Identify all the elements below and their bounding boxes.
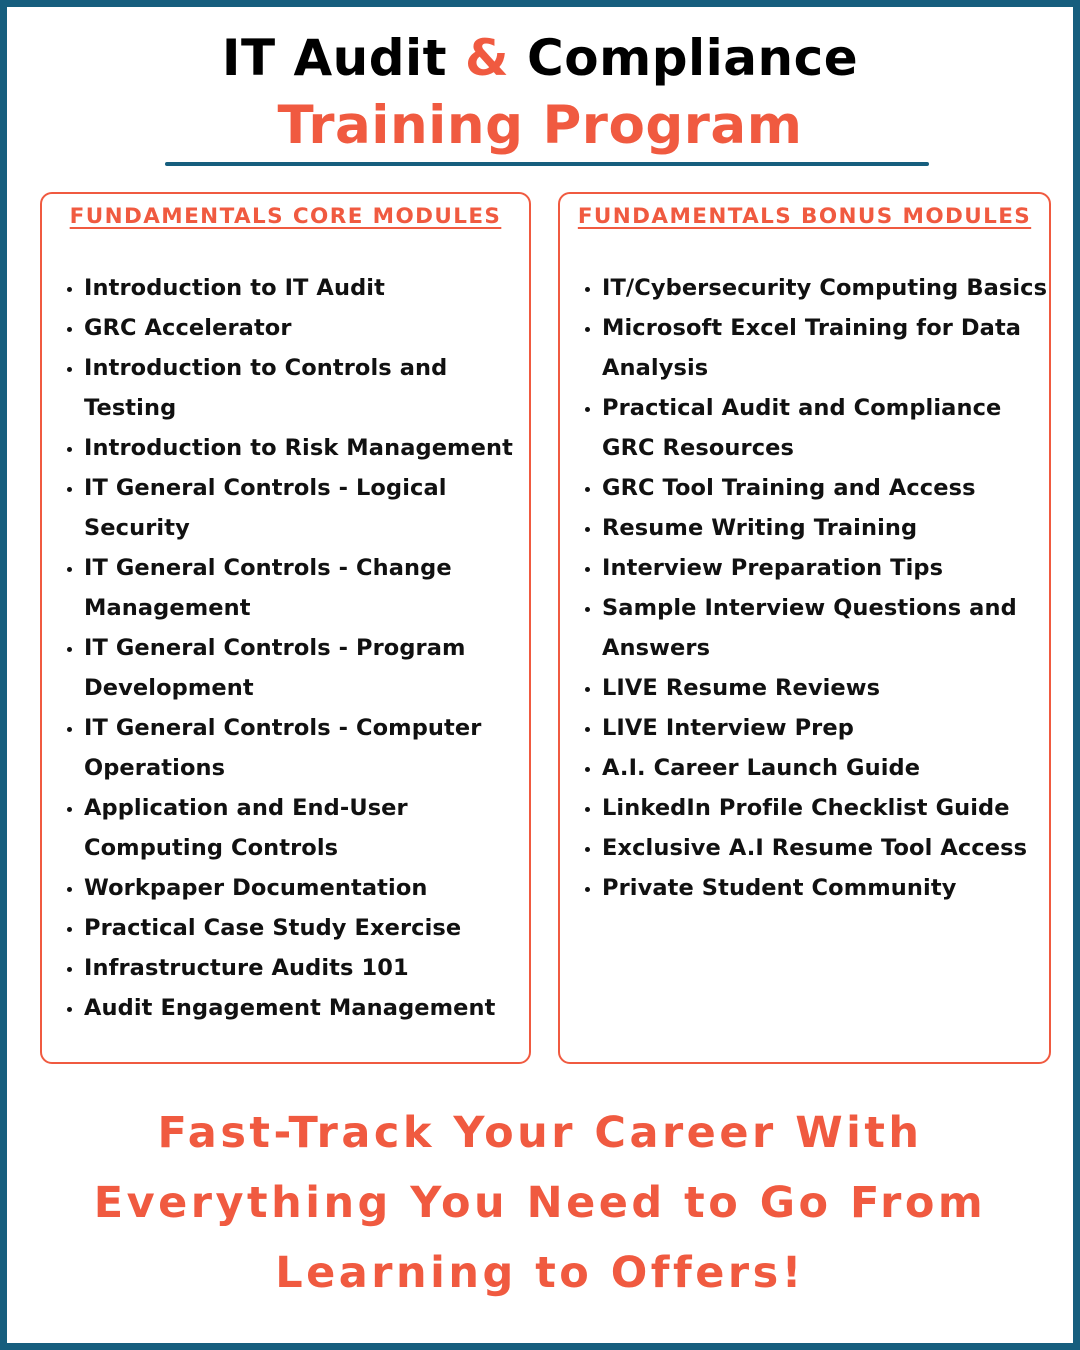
bonus-modules-heading: FUNDAMENTALS BONUS MODULES (577, 204, 1032, 229)
list-item: GRC Tool Training and Access (602, 468, 1049, 508)
list-item: Exclusive A.I Resume Tool Access (602, 828, 1049, 868)
tagline-line1: Fast-Track Your Career With (157, 1108, 923, 1158)
core-modules-list (42, 268, 529, 1028)
list-item: Practical Case Study Exercise (84, 908, 529, 948)
page-title (7, 27, 1073, 89)
list-item: LIVE Interview Prep (602, 708, 1049, 748)
title-divider (165, 162, 929, 166)
tagline (7, 1098, 1073, 1308)
tagline-line2: Everything You Need to Go From (93, 1178, 987, 1228)
list-item: IT/Cybersecurity Computing Basics (602, 268, 1049, 308)
list-item: IT General Controls - Logical Security (84, 468, 529, 548)
list-item: Interview Preparation Tips (602, 548, 1049, 588)
list-item: IT General Controls - Change Management (84, 548, 529, 628)
list-item: IT General Controls - Program Development (84, 628, 529, 708)
list-item: IT General Controls - Computer Operations (84, 708, 529, 788)
list-item: A.I. Career Launch Guide (602, 748, 1049, 788)
list-item: Introduction to IT Audit (84, 268, 529, 308)
bonus-modules-list (560, 268, 1049, 908)
core-modules-heading: FUNDAMENTALS CORE MODULES (69, 204, 502, 229)
list-item: Private Student Community (602, 868, 1049, 908)
list-item: LIVE Resume Reviews (602, 668, 1049, 708)
list-item: GRC Accelerator (84, 308, 529, 348)
list-item: Introduction to Controls and Testing (84, 348, 529, 428)
list-item: Sample Interview Questions and Answers (602, 588, 1049, 668)
title-part1: IT Audit (221, 29, 448, 87)
list-item: Audit Engagement Management (84, 988, 529, 1028)
core-modules-panel (40, 192, 531, 1064)
list-item: Infrastructure Audits 101 (84, 948, 529, 988)
list-item: Application and End-User Computing Controls (84, 788, 529, 868)
list-item: Practical Audit and Compliance GRC Resources (602, 388, 1049, 468)
list-item: Workpaper Documentation (84, 868, 529, 908)
bonus-modules-panel (558, 192, 1051, 1064)
list-item: LinkedIn Profile Checklist Guide (602, 788, 1049, 828)
tagline-line3: Learning to Offers! (275, 1248, 805, 1298)
list-item: Microsoft Excel Training for Data Analysis (602, 308, 1049, 388)
title-part2: Compliance (527, 29, 859, 87)
page-subtitle: Training Program (277, 95, 803, 156)
list-item: Resume Writing Training (602, 508, 1049, 548)
title-ampersand: & (465, 29, 510, 87)
list-item: Introduction to Risk Management (84, 428, 529, 468)
